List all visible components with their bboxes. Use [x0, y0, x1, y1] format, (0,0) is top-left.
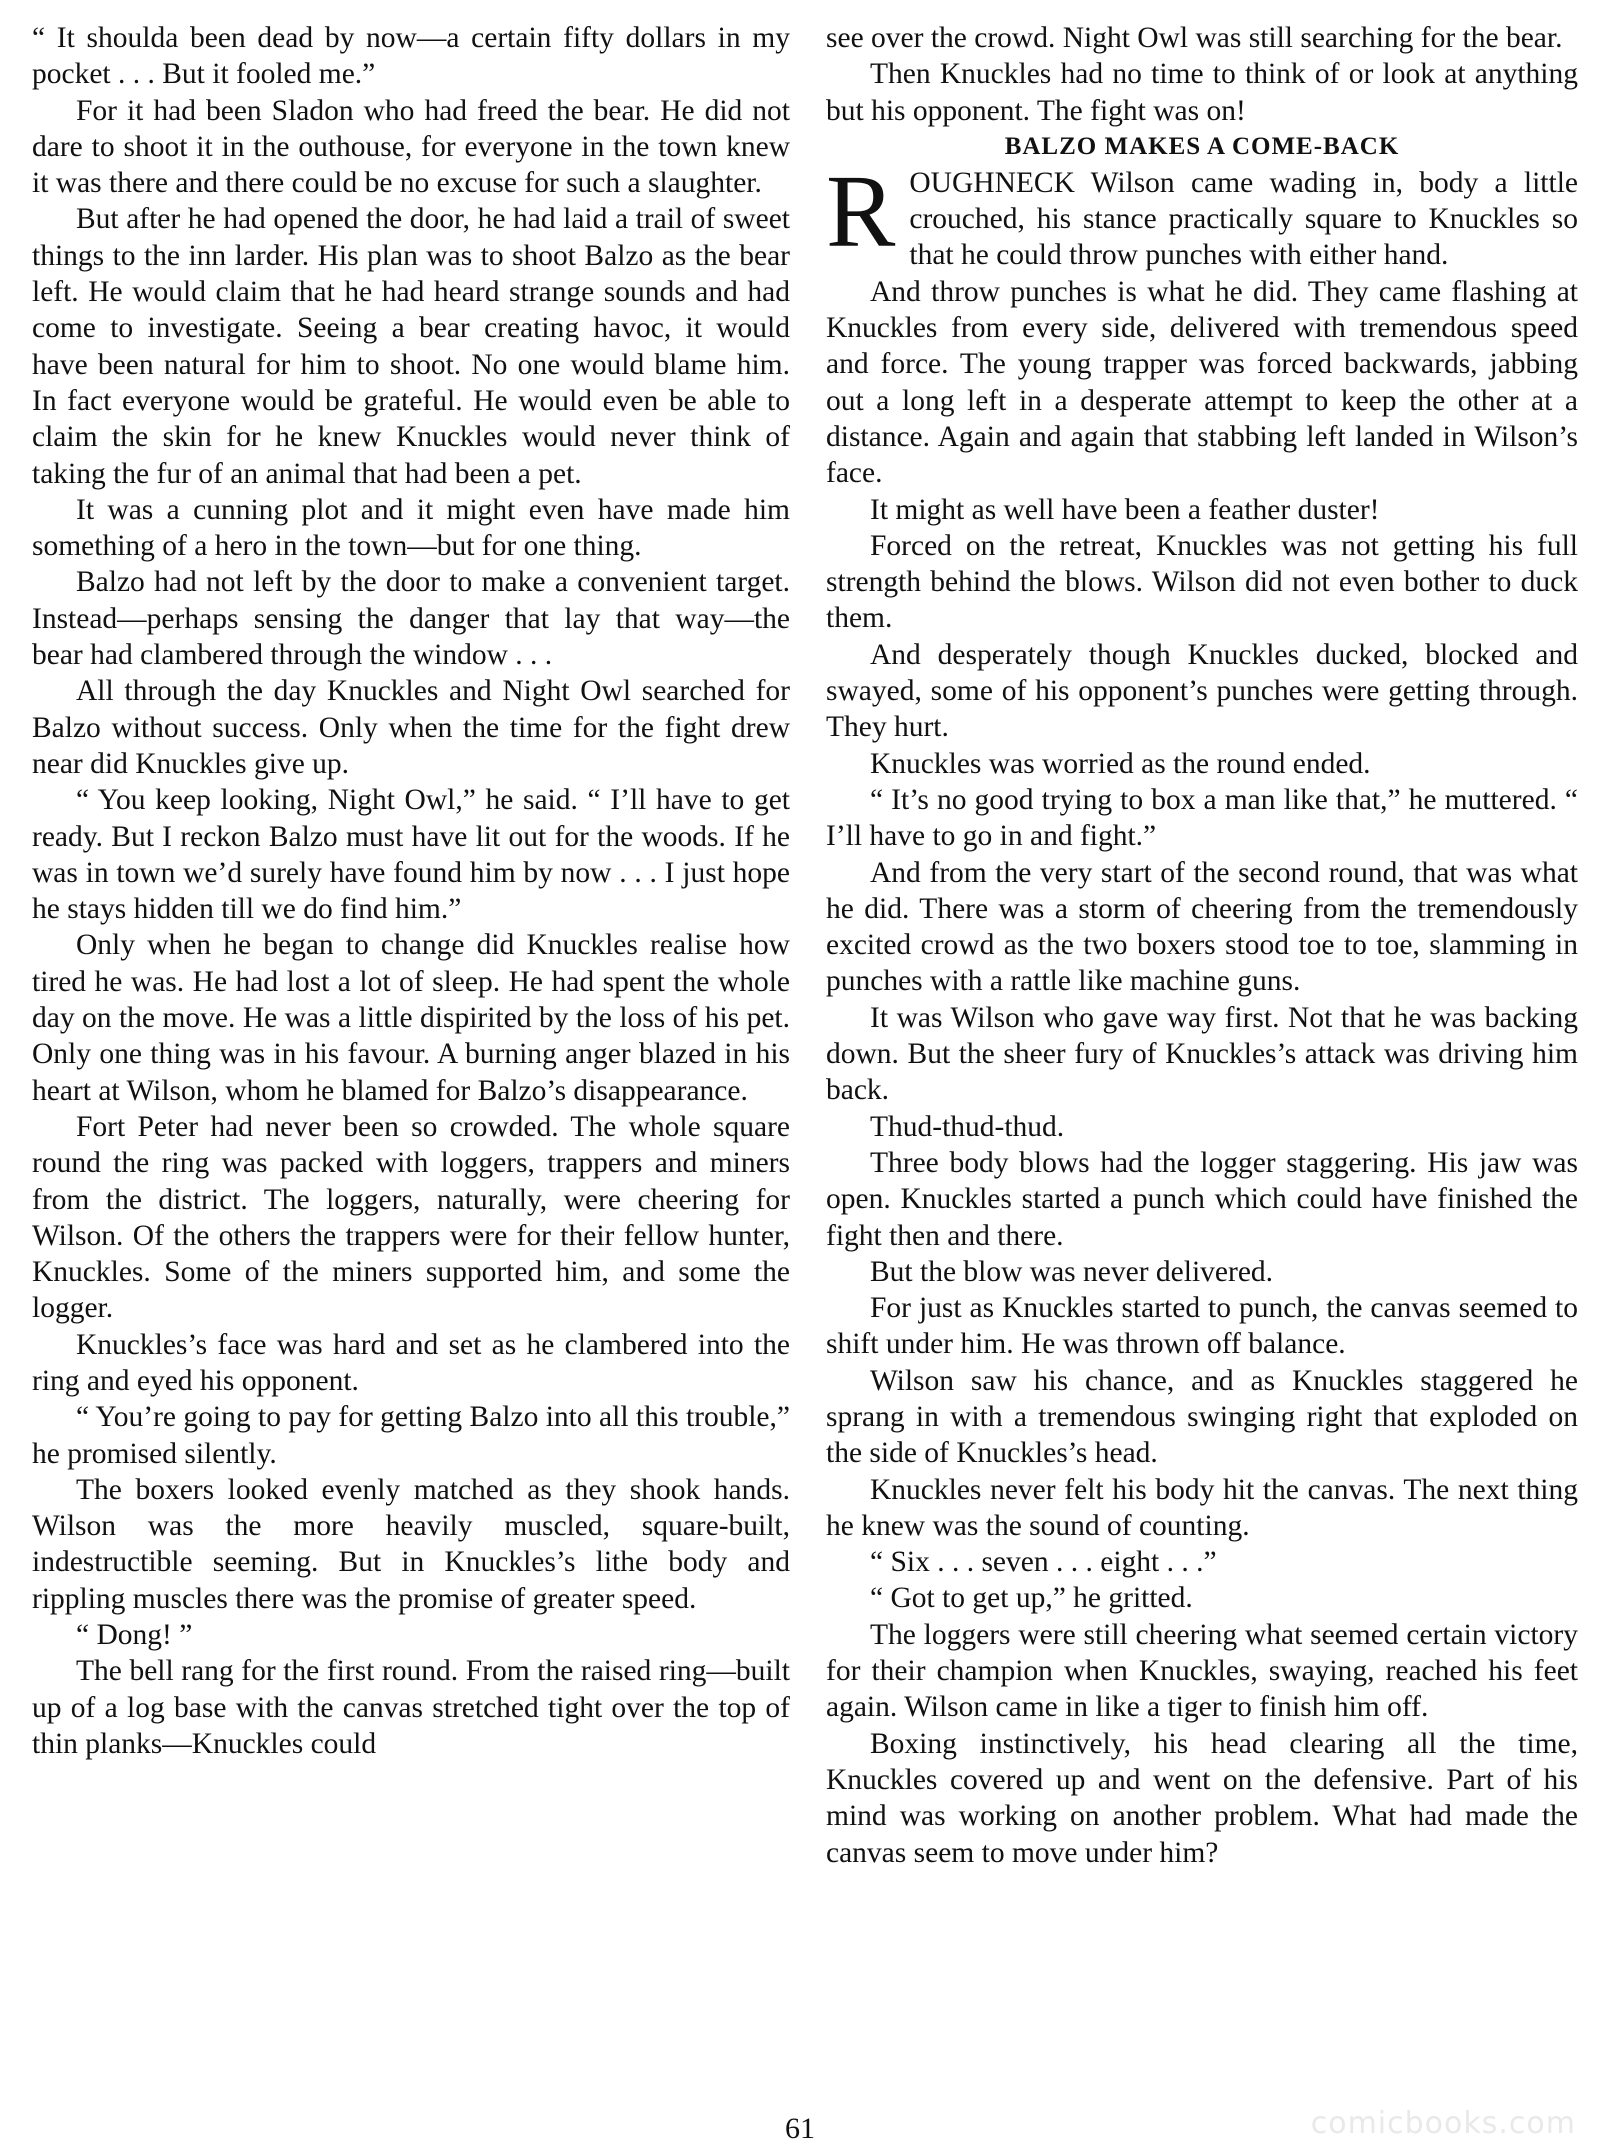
paragraph: The loggers were still cheering what seemed certain victory for their champion when Knuckles, swaying, reached his feet again. Wilson came in like a tiger to finish him off. [826, 1618, 1578, 1724]
paragraph: And from the very start of the second round, that was what he did. There was a storm of cheering from the tremendously excited crowd as the two boxers stood toe to toe, slamming in punches with a rattle like machine guns. [826, 856, 1578, 998]
dropcap-paragraph-text: OUGHNECK Wilson came wading in, body a little crouched, his stance practically square to Knuckles so that he could throw punches with either hand. [909, 166, 1578, 272]
drop-cap: R [826, 153, 896, 269]
paragraph: Boxing instinctively, his head clearing all the time, Knuckles covered up and went on the defensive. Part of his mind was working on another problem. What had made the canvas seem to move under him? [826, 1727, 1578, 1869]
paragraph: “ You keep looking, Night Owl,” he said. “ I’ll have to get ready. But I reckon Balzo must have lit out for the woods. If he was in town we’d surely have found him by now . . . I just hope he stays hidden till we do find him.” [32, 784, 790, 926]
paragraph: It was a cunning plot and it might even have made him something of a hero in the town—but for one thing. [32, 493, 790, 563]
paragraph: The bell rang for the first round. From the raised ring—built up of a log base with the canvas stretched tight over the top of thin planks—Knuckles could [32, 1655, 790, 1760]
paragraph: Only when he began to change did Knuckles realise how tired he was. He had lost a lot of sleep. He had spent the whole day on the move. He was a little dispirited by the loss of his pet. Only one thing was in his favour. A burning anger blazed in his heart at Wilson, whom he blamed for Balzo’s disappearance. [32, 929, 790, 1107]
paragraph: The boxers looked evenly matched as they shook hands. Wilson was the more heavily muscled, square-built, indestructible seeming. But in Knuckles’s lithe body and rippling muscles there was the promise of greater speed. [32, 1473, 790, 1615]
paragraph: “ Dong! ” [76, 1619, 193, 1652]
right-text-column [826, 20, 1578, 1871]
paragraph: Wilson saw his chance, and as Knuckles staggered he sprang in with a tremendous swinging right that exploded on the side of Knuckles’s head. [826, 1364, 1578, 1470]
paragraph: Fort Peter had never been so crowded. The whole square round the ring was packed with loggers, trappers and miners from the district. The loggers, naturally, were cheering for Wilson. Of the others the trappers were for their fellow hunter, Knuckles. Some of the miners supported him, and some the logger. [32, 1110, 790, 1325]
paragraph: see over the crowd. Night Owl was still searching for the bear. [826, 22, 1563, 54]
paragraph: For it had been Sladon who had freed the bear. He did not dare to shoot it in the outhouse, for everyone in the town knew it was there and there could be no excuse for such a slaughter. [32, 94, 790, 200]
page-number: 61 [785, 2112, 815, 2145]
paragraph: Knuckles’s face was hard and set as he clambered into the ring and eyed his opponent. [32, 1328, 790, 1397]
paragraph: And throw punches is what he did. They came flashing at Knuckles from every side, delivered with tremendous speed and force. The young trapper was forced backwards, jabbing out a long left in a desperate attempt to keep the other at a distance. Again and again that stabbing left landed in Wilson’s face. [826, 275, 1578, 490]
paragraph: “ You’re going to pay for getting Balzo into all this trouble,” he promised silently. [32, 1401, 790, 1470]
paragraph: “ It’s no good trying to box a man like that,” he muttered. “ I’ll have to go in and fight.” [826, 783, 1578, 853]
paragraph: It was Wilson who gave way first. Not that he was backing down. But the sheer fury of Knuckles’s attack was driving him back. [826, 1001, 1578, 1107]
section-heading: BALZO MAKES A COME-BACK [1004, 132, 1400, 160]
paragraph: “ It shoulda been dead by now—a certain fifty dollars in my pocket . . . But it fooled me.” [32, 22, 790, 91]
paragraph: All through the day Knuckles and Night Owl searched for Balzo without success. Only when the time for the fight drew near did Knuckles give up. [32, 675, 790, 780]
paragraph: Balzo had not left by the door to make a convenient target. Instead—perhaps sensing the danger that lay that way—the bear had clambered through the window . . . [32, 566, 790, 672]
paragraph: It might as well have been a feather duster! [870, 493, 1380, 526]
paragraph: But the blow was never delivered. [870, 1255, 1274, 1288]
paragraph: For just as Knuckles started to punch, the canvas seemed to shift under him. He was thrown off balance. [826, 1292, 1578, 1361]
paragraph: And desperately though Knuckles ducked, blocked and swayed, some of his opponent’s punches were getting through. They hurt. [826, 638, 1578, 744]
watermark: comicbooks.com [1310, 2106, 1576, 2141]
paragraph: Knuckles was worried as the round ended. [870, 747, 1371, 780]
paragraph: Thud-thud-thud. [870, 1110, 1065, 1143]
paragraph: Forced on the retreat, Knuckles was not getting his full strength behind the blows. Wilson did not even bother to duck them. [826, 529, 1578, 635]
dropcap-paragraph [826, 153, 1578, 274]
paragraph: “ Six . . . seven . . . eight . . .” [870, 1546, 1217, 1579]
paragraph: But after he had opened the door, he had laid a trail of sweet things to the inn larder. His plan was to shoot Balzo as the bear left. He would claim that he had heard strange sounds and had come to investigate. Seeing a bear creating havoc, it would have been natural for him to shoot. No one would blame him. In fact everyone would be grateful. He would even be able to claim the skin for he knew Knuckles would never think of taking the fur of an animal that had been a pet. [32, 203, 790, 490]
paragraph: Then Knuckles had no time to think of or look at anything but his opponent. The fight was on! [826, 58, 1578, 127]
left-text-column [32, 20, 790, 1762]
paragraph: Knuckles never felt his body hit the canvas. The next thing he knew was the sound of counting. [826, 1473, 1578, 1542]
paragraph: “ Got to get up,” he gritted. [870, 1582, 1193, 1615]
paragraph: Three body blows had the logger staggering. His jaw was open. Knuckles started a punch which could have finished the fight then and there. [826, 1146, 1578, 1252]
